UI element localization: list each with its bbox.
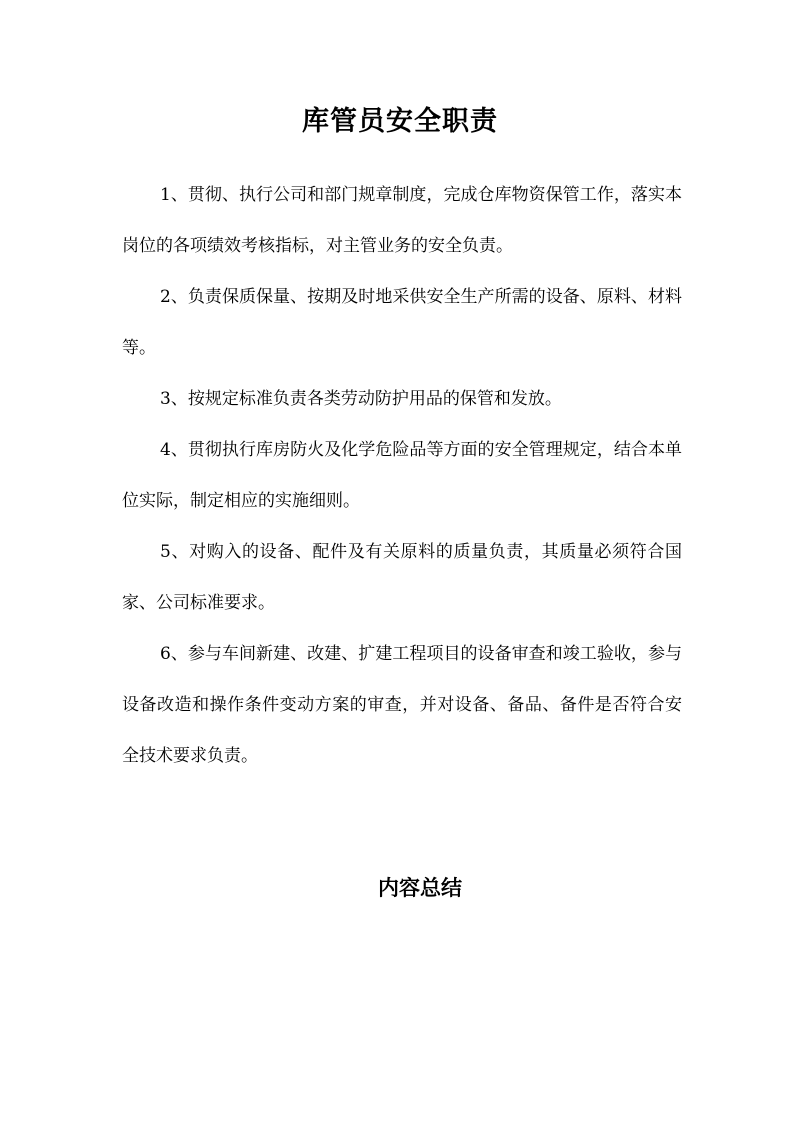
duty-paragraph-6: 6、参与车间新建、改建、扩建工程项目的设备审查和竣工验收，参与设备改造和操作条件变动方案的审查，并对设备、备品、备件是否符合安全技术要求负责。 [122,644,682,766]
duty-paragraph-3: 3、按规定标准负责各类劳动防护用品的保管和发放。 [160,389,562,409]
summary-heading: 内容总结 [378,875,462,900]
document-body [122,170,682,782]
document-title: 库管员安全职责 [302,106,498,137]
duty-paragraph-5: 5、对购入的设备、配件及有关原料的质量负责，其质量必须符合国家、公司标准要求。 [122,542,682,613]
duty-paragraph-4: 4、贯彻执行库房防火及化学危险品等方面的安全管理规定，结合本单位实际，制定相应的实施细则。 [122,440,682,511]
duty-paragraph-2: 2、负责保质保量、按期及时地采供安全生产所需的设备、原料、材料等。 [122,287,682,358]
duty-paragraph-1: 1、贯彻、执行公司和部门规章制度，完成仓库物资保管工作，落实本岗位的各项绩效考核指标，对主管业务的安全负责。 [122,185,682,256]
